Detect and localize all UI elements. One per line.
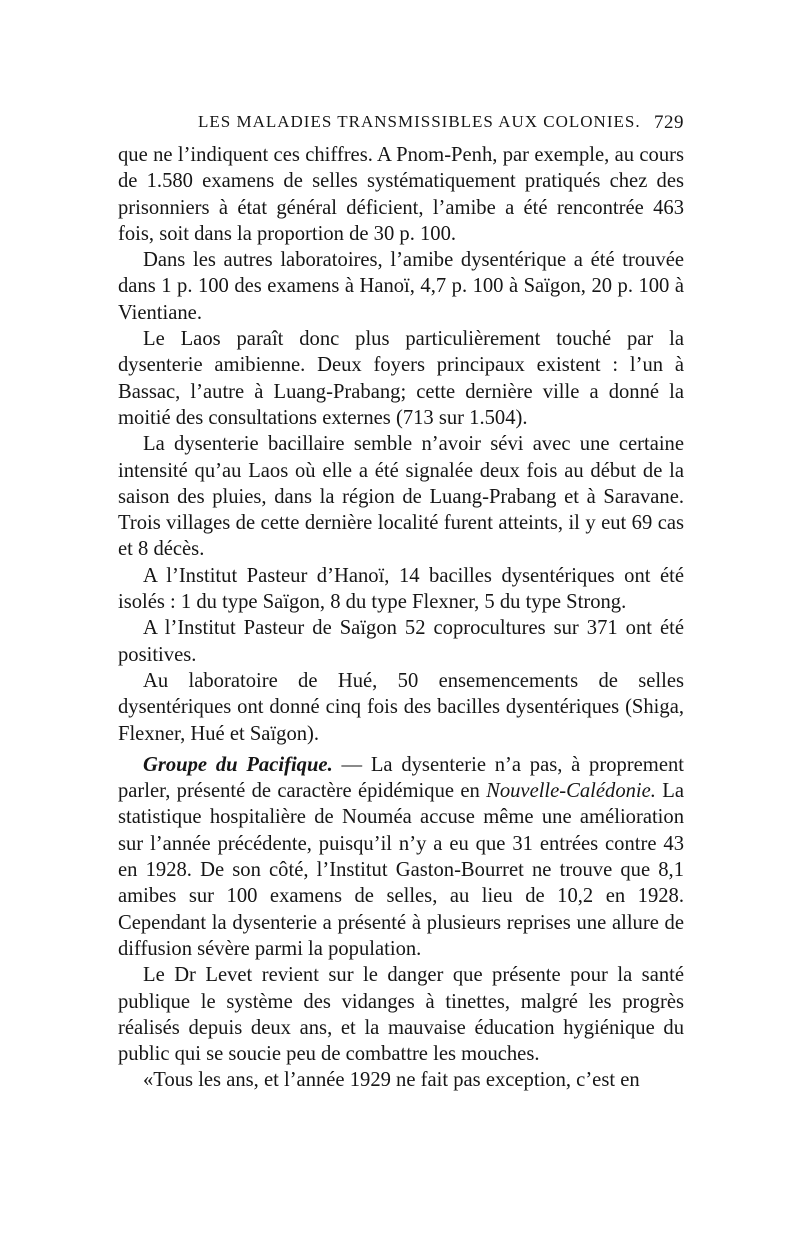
running-title: LES MALADIES TRANSMISSIBLES AUX COLONIES. [198,112,641,131]
paragraph-10: «Tous les ans, et l’année 1929 ne fait pas exception, c’est en [143,1069,640,1092]
paragraph-8 [118,752,684,962]
paragraph-7: Au laboratoire de Hué, 50 ensemencements de selles dysentériques ont donné cinq fois des bacilles dysentériques (Shiga, Flexner, Hué et Saïgon). [118,669,684,745]
document-page [118,112,684,1094]
page-number: 729 [654,112,684,133]
paragraph-4: La dysenterie bacillaire semble n’avoir sévi avec une certaine intensité qu’au Laos où elle a été signalée deux fois au début de la saison des pluies, dans la région de Luang-Prabang et à Saravane. Trois villages de cette dernière localité furent atteints, il y eut 69 cas et 8 décès. [118,433,684,561]
paragraph-3: Le Laos paraît donc plus particulièrement touché par la dysenterie amibienne. Deux foyers principaux existent : l’un à Bassac, l’autre à Luang-Prabang; cette dernière ville a donné la moitié des consultations externes (713 sur 1.504). [118,328,684,429]
section-heading-pacific: Groupe du Pacifique. [143,753,333,776]
paragraph-2: Dans les autres laboratoires, l’amibe dysentérique a été trouvée dans 1 p. 100 des examens à Hanoï, 4,7 p. 100 à Saïgon, 20 p. 100 à Vientiane. [118,249,684,324]
running-header [118,112,684,142]
paragraph-9: Le Dr Levet revient sur le danger que présente pour la santé publique le système des vidanges à tinettes, malgré les progrès réalisés depuis deux ans, et la mauvaise éducation hygiénique du public qui se soucie peu de combattre les mouches. [118,964,684,1066]
body-text [118,142,684,1094]
paragraph-5: A l’Institut Pasteur d’Hanoï, 14 bacilles dysentériques ont été isolés : 1 du type Saïgon, 8 du type Flexner, 5 du type Strong. [118,564,684,614]
paragraph-6: A l’Institut Pasteur de Saïgon 52 coprocultures sur 371 ont été positives. [118,617,684,666]
paragraph-1: que ne l’indiquent ces chiffres. A Pnom-Penh, par exemple, au cours de 1.580 examens de selles systématiquement pratiqués chez des prisonniers à état général déficient, l’amibe a été rencontrée 463 fois, soit dans la proportion de 30 p. 100. [118,144,684,245]
paragraph-8-text-after: La statistique hospitalière de Nouméa accuse même une amélioration sur l’année précédente, puisqu’il n’y a eu que 31 entrées contre 43 en 1928. De son côté, l’Institut Gaston-Bourret ne trouve que 8,1 amibes sur 100 examens de selles, au lieu de 10,2 en 1928. Cependant la dysenterie a présenté à plusieurs reprises une allure de diffusion sévère parmi la population. [118,780,684,960]
place-name-nouvelle-caledonie: Nouvelle-Calédonie. [486,780,656,803]
paragraph-8-text-before: — La dysenterie n’a pas, à proprement parler, présenté de caractère épidémique en [118,753,684,803]
